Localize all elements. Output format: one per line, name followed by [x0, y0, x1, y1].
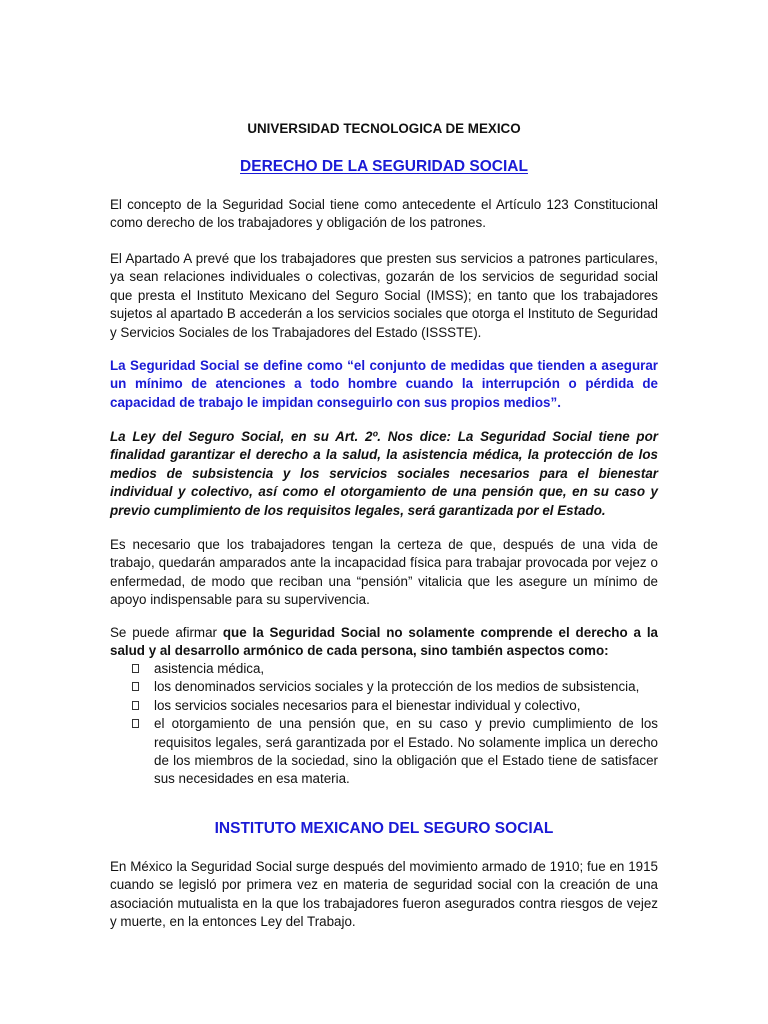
section-title-imss: INSTITUTO MEXICANO DEL SEGURO SOCIAL — [214, 820, 554, 837]
list-item-text: el otorgamiento de una pensión que, en su caso y previo cumplimiento de los requisitos legales, será garantizada por el Estado. No solamente implica un derecho de los miembros de la sociedad, sino la obligación que el Estado tiene de satisfacer sus necesidades en esa materia. — [154, 716, 658, 787]
paragraph-apartado: El Apartado A prevé que los trabajadores que presten sus servicios a patrones particulares, ya sean relaciones individuales o colectivas, gozarán de los servicios de seguridad social que presta el Instituto Mexicano del Seguro Social (IMSS); en tanto que los trabajadores sujetos al apartado B accederán a los servicios sociales que otorga el Instituto de Seguridad y Servicios Sociales de los Trabajadores del Estado (ISSSTE). — [110, 251, 658, 340]
aspects-list — [110, 660, 658, 789]
list-item-text: asistencia médica, — [154, 661, 265, 676]
paragraph-afirmar — [110, 624, 658, 661]
missing-glyph-box-icon — [132, 682, 139, 691]
section-title-derecho: DERECHO DE LA SEGURIDAD SOCIAL — [240, 158, 528, 175]
list-item — [110, 660, 658, 678]
paragraph-certeza: Es necesario que los trabajadores tengan la certeza de que, después de una vida de trabajo, quedarán amparados ante la incapacidad física para trabajar provocada por vejez o enfermedad, de modo que reciban una “pensión” vitalicia que les asegure un mínimo de apoyo indispensable para su supervivencia. — [110, 537, 658, 608]
missing-glyph-box-icon — [132, 719, 139, 728]
paragraph-mexico-historia: En México la Seguridad Social surge después del movimiento armado de 1910; fue en 1915 cuando se legisló por primera vez en materia de seguridad social con la creación de una asociación mutualista en la que los trabajadores fueron asegurados contra riesgos de vejez y muerte, en la entonces Ley del Trabajo. — [110, 859, 658, 930]
list-item — [110, 697, 658, 715]
university-name: UNIVERSIDAD TECNOLOGICA DE MEXICO — [247, 121, 521, 136]
paragraph-definicion: La Seguridad Social se define como “el conjunto de medidas que tienden a asegurar un mínimo de atenciones a todo hombre cuando la interrupción o pérdida de capacidad de trabajo le impidan conseguirlo con sus propios medios”. — [110, 358, 658, 410]
paragraph-afirmar-bold: que la Seguridad Social no solamente comprende el derecho a la salud y al desarrollo armónico de cada persona, sino también aspectos como: — [110, 625, 658, 659]
list-item — [110, 678, 658, 696]
missing-glyph-box-icon — [132, 701, 139, 710]
missing-glyph-box-icon — [132, 664, 139, 673]
list-item-text: los denominados servicios sociales y la protección de los medios de subsistencia, — [154, 679, 640, 695]
paragraph-antecedente: El concepto de la Seguridad Social tiene como antecedente el Artículo 123 Constitucional como derecho de los trabajadores y obligación de los patrones. — [110, 197, 658, 231]
list-item-text: los servicios sociales necesarios para el bienestar individual y colectivo, — [154, 697, 581, 713]
paragraph-afirmar-lead: Se puede afirmar — [110, 625, 223, 640]
paragraph-ley-seguro-social: La Ley del Seguro Social, en su Art. 2º. Nos dice: La Seguridad Social tiene por finalidad garantizar el derecho a la salud, la asistencia médica, la protección de los medios de subsistencia y los servicios sociales necesarios para el bienestar individual y colectivo, así como el otorgamiento de una pensión que, en su caso y previo cumplimiento de los requisitos legales, será garantizada por el Estado. — [110, 429, 658, 518]
list-item — [110, 715, 658, 789]
